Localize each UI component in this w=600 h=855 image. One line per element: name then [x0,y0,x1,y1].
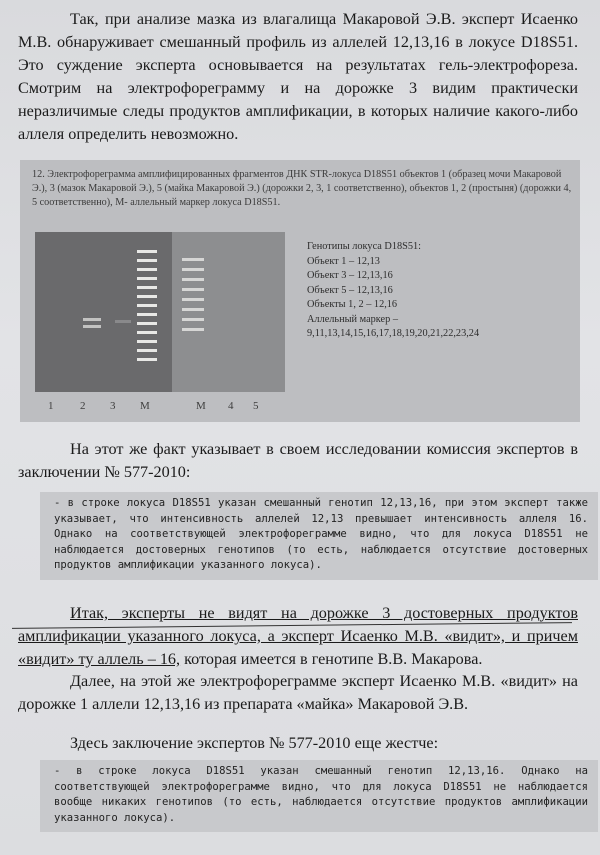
genotype-line: Объекты 1, 2 – 12,16 [307,299,398,310]
lane-label: 5 [253,400,259,412]
lane-label: М [196,400,206,412]
genotype-line: 9,11,13,14,15,16,17,18,19,20,21,22,23,24 [307,328,480,339]
lane-label: М [140,400,150,412]
quote-block-1: - в строке локуса D18S51 указан смешанный генотип 12,13,16, при этом эксперт также указывает, что интенсивность аллелей 12,13 превышает интенсивность аллеля 16. Однако на соответствующей электрофореграмме видно, что для локуса D18S51 не наблюдается достоверных генотипов (то есть, наблюдается отсутствие достоверных продуктов амплификации указанного локуса). [40,492,598,580]
lane-label: 1 [48,400,54,412]
lane-label: 3 [110,400,116,412]
underlined-text: Итак, эксперты не видят на дорожке 3 достоверных продуктов амплификации указанного локуса, а эксперт Исаенко М.В. «видит», и причем «видит» ту аллель – 16, [18,604,578,668]
paragraph-conclusion-rest: которая имеется в генотипе В.В. Макарова. [180,650,483,668]
gel-image-right [172,232,285,392]
quote-block-2: - в строке локуса D18S51 указан смешанный генотип 12,13,16. Однако на соответствующей электрофореграмме видно, что для локуса D18S51 не наблюдается вообще никаких генотипов (то есть, наблюдается отсутствие продуктов амплификации указанного локуса). [40,760,598,832]
genotype-line: Объект 3 – 12,13,16 [307,270,393,281]
paragraph-further: Далее, на этой же электрофореграмме эксперт Исаенко М.В. «видит» на дорожке 1 аллели 12,13,16 из препарата «майка» Макаровой Э.В. [18,672,578,713]
genotypes-list [307,240,572,342]
figure-caption: 12. Электрофореграмма амплифицированных фрагментов ДНК STR-локуса D18S51 объектов 1 (образец мочи Макаровой Э.), 3 (мазок Макаровой Э.), 5 (майка Макаровой Э.) (дорожки 2, 3, 1 соответственно), объектов 1, 2 (простыня) (дорожки 4, 5 соответственно), М- аллельный маркер локуса D18S51. [32,169,572,208]
genotype-line: Объект 5 – 12,13,16 [307,284,393,296]
genotypes-title: Генотипы локуса D18S51: [307,241,422,252]
electrophoregram-figure [20,160,580,422]
genotype-line: Аллельный маркер – [307,313,398,325]
genotype-line: Объект 1 – 12,13 [307,255,380,267]
paragraph-commission: На этот же факт указывает в своем исследовании комиссия экспертов в заключении № 577-2010: [18,440,578,481]
paragraph-conclusion [18,602,578,671]
lane-label: 4 [228,400,234,412]
lane-label: 2 [80,400,86,412]
paragraph-analysis: Так, при анализе мазка из влагалища Макаровой Э.В. эксперт Исаенко М.В. обнаруживает смешанный профиль из аллелей 12,13,16 в локусе D18S51. Это суждение эксперта основывается на результатах гель-электрофореза. Смотрим на электрофореграмму и на дорожке 3 видим практически неразличимые следы продуктов амплификации, в которых наличие какого-либо аллеля определить невозможно. [18,10,578,143]
paragraph-harsher: Здесь заключение экспертов № 577-2010 еще жестче: [70,734,439,752]
